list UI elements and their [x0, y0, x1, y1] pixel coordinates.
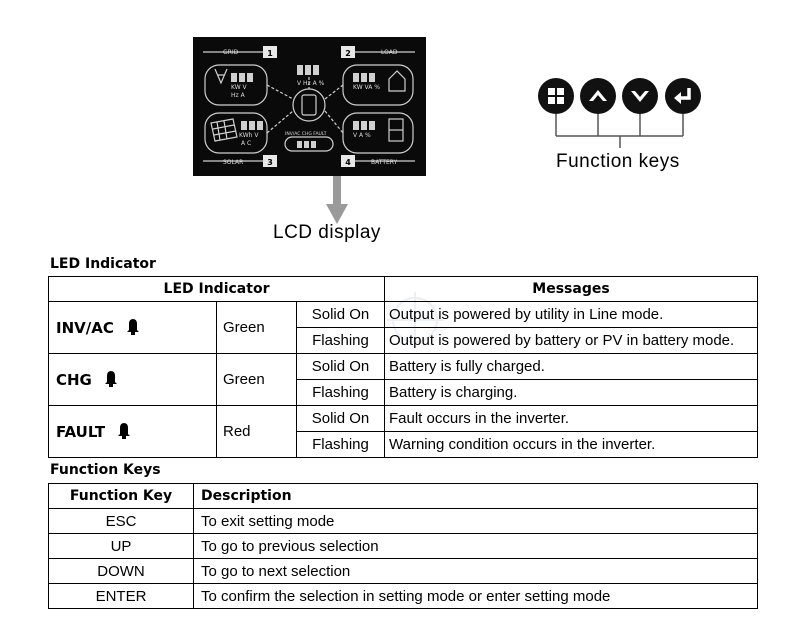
led-indicator-table: [48, 276, 758, 458]
led-message: Battery is charging.: [385, 380, 758, 406]
led-color: Red: [217, 406, 297, 458]
led-state: Solid On: [297, 302, 385, 328]
lcd-marker-3: 3: [267, 158, 273, 167]
lcd-display: [193, 37, 426, 176]
esc-key[interactable]: [538, 78, 574, 114]
led-bell-icon: [117, 422, 131, 439]
function-keys-table: [48, 483, 758, 609]
led-name: CHG: [56, 371, 92, 389]
led-bell-icon: [104, 370, 118, 387]
table-row: [49, 509, 758, 534]
fk-section-title: Function Keys: [50, 462, 161, 478]
lcd-load-units: KW VA %: [353, 84, 380, 91]
table-row: [49, 559, 758, 584]
led-name: FAULT: [56, 423, 106, 441]
table-header-row: [49, 484, 758, 509]
function-description: To exit setting mode: [194, 509, 758, 534]
led-name-cell: [49, 354, 217, 406]
led-message: Battery is fully charged.: [385, 354, 758, 380]
lcd-solar-units: KWh V: [239, 132, 259, 139]
led-message: Output is powered by utility in Line mode.: [385, 302, 758, 328]
function-description: To go to previous selection: [194, 534, 758, 559]
table-row: [49, 406, 758, 432]
up-key[interactable]: [580, 78, 616, 114]
down-chevron-icon: [622, 78, 658, 114]
messages-header: Messages: [385, 277, 758, 302]
lcd-battery-units: V A %: [353, 132, 371, 139]
function-key-header: Function Key: [49, 484, 194, 509]
lcd-label-grid: GRID: [223, 49, 239, 56]
table-header-row: [49, 277, 758, 302]
function-description: To confirm the selection in setting mode or enter setting mode: [194, 584, 758, 609]
led-state: Solid On: [297, 354, 385, 380]
led-color: Green: [217, 302, 297, 354]
lcd-marker-4: 4: [345, 158, 351, 167]
table-row: [49, 302, 758, 328]
lcd-marker-1: 1: [267, 49, 273, 58]
description-header: Description: [194, 484, 758, 509]
led-message: Fault occurs in the inverter.: [385, 406, 758, 432]
led-message: Warning condition occurs in the inverter.: [385, 432, 758, 458]
lcd-label-load: LOAD: [381, 49, 398, 56]
esc-grid-icon: [538, 78, 574, 114]
led-state: Flashing: [297, 380, 385, 406]
lcd-grid-units2: Hz A: [231, 92, 245, 99]
led-name: INV/AC: [56, 319, 114, 337]
function-key: ENTER: [49, 584, 194, 609]
lcd-center-units: V Hz A %: [297, 80, 325, 87]
led-name-cell: [49, 302, 217, 354]
arrow-down-icon: [326, 176, 348, 224]
function-description: To go to next selection: [194, 559, 758, 584]
lcd-marker-2: 2: [345, 49, 351, 58]
function-key: ESC: [49, 509, 194, 534]
enter-key[interactable]: [665, 78, 701, 114]
led-state: Solid On: [297, 406, 385, 432]
up-chevron-icon: [580, 78, 616, 114]
enter-return-icon: [665, 78, 701, 114]
down-key[interactable]: [622, 78, 658, 114]
function-key: UP: [49, 534, 194, 559]
table-row: [49, 584, 758, 609]
led-message: Output is powered by battery or PV in battery mode.: [385, 328, 758, 354]
lcd-status-text: INV/AC CHG FAULT: [285, 132, 327, 137]
table-row: [49, 354, 758, 380]
lcd-caption: LCD display: [273, 222, 381, 243]
table-row: [49, 534, 758, 559]
led-color: Green: [217, 354, 297, 406]
led-state: Flashing: [297, 432, 385, 458]
led-indicator-header: LED Indicator: [49, 277, 385, 302]
led-state: Flashing: [297, 328, 385, 354]
led-name-cell: [49, 406, 217, 458]
function-keys-caption: Function keys: [556, 151, 680, 172]
led-bell-icon: [126, 318, 140, 335]
lcd-solar-units2: A C: [241, 140, 252, 147]
lcd-label-battery: BATTERY: [371, 159, 398, 166]
lcd-grid-units: KW V: [231, 84, 247, 91]
function-key: DOWN: [49, 559, 194, 584]
lcd-label-solar: SOLAR: [223, 159, 244, 166]
led-section-title: LED Indicator: [50, 256, 156, 272]
